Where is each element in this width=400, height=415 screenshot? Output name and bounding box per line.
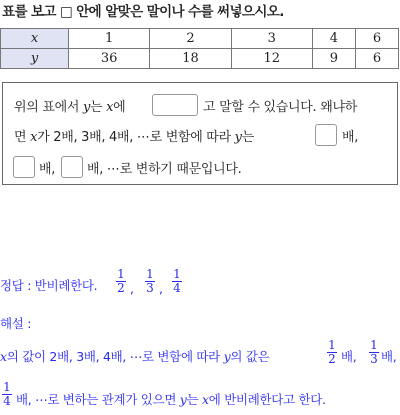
- var-y: y: [234, 130, 242, 145]
- denominator: 2: [117, 281, 125, 295]
- explanation-line-2: [16, 390, 326, 408]
- explanation-fraction-1: [327, 339, 337, 366]
- question-text: 에: [113, 100, 126, 115]
- explanation-fraction-3: [2, 381, 12, 408]
- explanation-text: 배,: [381, 349, 397, 364]
- y-header-cell: y: [1, 49, 69, 69]
- denominator: 3: [146, 281, 154, 295]
- explanation-text: 배, ⋯로 변하는 관계가 있으면: [16, 392, 180, 407]
- question-text: 는: [90, 100, 107, 115]
- x-cell: 6: [355, 29, 398, 49]
- answer-fraction-3: [172, 268, 182, 295]
- answer-fraction-2: [145, 268, 155, 295]
- var-x: x: [0, 349, 7, 364]
- separator: ,: [159, 281, 163, 296]
- numerator: 1: [370, 338, 378, 352]
- explanation-text: 에 반비례한다고 한다.: [208, 392, 326, 407]
- separator: ,: [130, 281, 134, 296]
- question-text: 는: [241, 130, 254, 145]
- explanation-text: 의 값이 2배, 3배, 4배, ⋯로 변함에 따라: [6, 349, 224, 364]
- answer-fraction-1: [116, 268, 126, 295]
- numerator: 1: [173, 267, 181, 281]
- problem-title: 표를 보고 □ 안에 알맞은 말이나 수를 써넣으시오.: [2, 4, 284, 20]
- y-cell: 9: [312, 49, 355, 69]
- question-text: 위의 표에서: [14, 100, 83, 115]
- explanation-line-1: [0, 347, 269, 365]
- answer-blank-fraction-2[interactable]: [13, 156, 35, 178]
- explanation-fraction-2: [369, 339, 379, 366]
- answer-label: 정답 : 반비례한다.: [0, 278, 98, 293]
- answer-blank-fraction-1[interactable]: [315, 124, 337, 146]
- denominator: 4: [3, 394, 11, 408]
- numerator: 1: [328, 338, 336, 352]
- question-line-1-end: 고 말할 수 있습니다. 왜냐하: [203, 100, 357, 115]
- question-line-1: [14, 96, 125, 115]
- denominator: 3: [370, 352, 378, 366]
- answer-blank-fraction-3[interactable]: [61, 156, 83, 178]
- x-cell: 1: [69, 29, 150, 49]
- x-header-cell: x: [1, 29, 69, 49]
- question-line-3-a: 배,: [39, 162, 56, 177]
- x-cell: 2: [150, 29, 231, 49]
- numerator: 1: [146, 267, 154, 281]
- question-line-2: [14, 126, 254, 145]
- denominator: 4: [173, 281, 181, 295]
- question-line-3-b: 배, ⋯로 변하기 때문입니다.: [87, 162, 242, 177]
- y-cell: 12: [231, 49, 312, 69]
- value-table: [0, 28, 399, 69]
- y-cell: 6: [355, 49, 398, 69]
- x-cell: 4: [312, 29, 355, 49]
- y-cell: 18: [150, 49, 231, 69]
- explanation-text: 는: [186, 392, 202, 407]
- var-y: y: [179, 392, 187, 407]
- answer-blank-relation[interactable]: [152, 94, 198, 116]
- explanation-text: 의 값은: [230, 349, 270, 364]
- question-text: 면: [14, 130, 31, 145]
- question-line-2-end: 배,: [342, 130, 359, 145]
- table-row-y: [1, 49, 399, 69]
- explanation-label: 해설 :: [0, 316, 32, 331]
- numerator: 1: [3, 380, 11, 394]
- explanation-text: 배,: [341, 349, 357, 364]
- var-y: y: [223, 349, 231, 364]
- numerator: 1: [117, 267, 125, 281]
- table-row-x: [1, 29, 399, 49]
- question-text: 가 2배, 3배, 4배, ⋯로 변함에 따라: [37, 130, 235, 145]
- var-x: x: [202, 392, 209, 407]
- y-cell: 36: [69, 49, 150, 69]
- denominator: 2: [328, 352, 336, 366]
- var-x: x: [106, 100, 114, 115]
- var-y: y: [82, 100, 91, 115]
- x-cell: 3: [231, 29, 312, 49]
- var-x: x: [30, 130, 38, 145]
